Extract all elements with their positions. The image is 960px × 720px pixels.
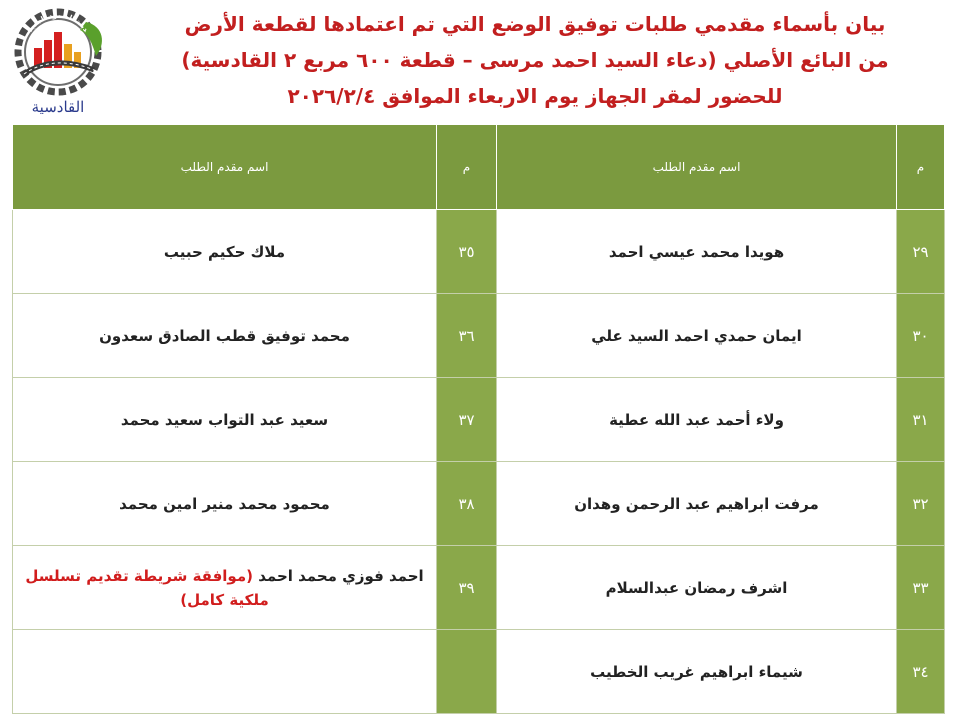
row-num: ٣٦ <box>437 294 497 378</box>
col-header-name-b: اسم مقدم الطلب <box>13 125 437 210</box>
row-num: ٣٣ <box>897 546 945 630</box>
approval-condition-note: (موافقة شريطة تقديم تسلسل ملكية كامل) <box>25 566 269 609</box>
row-num: ٣٥ <box>437 210 497 294</box>
applicant-name: سعيد عبد التواب سعيد محمد <box>13 378 437 462</box>
table-row <box>13 378 945 462</box>
col-header-num-b: م <box>437 125 497 210</box>
row-num: ٣٩ <box>437 546 497 630</box>
applicant-name: هويدا محمد عيسي احمد <box>497 210 897 294</box>
applicant-name: اشرف رمضان عبدالسلام <box>497 546 897 630</box>
col-header-num-a: م <box>897 125 945 210</box>
row-num: ٣١ <box>897 378 945 462</box>
applicant-name: مرفت ابراهيم عبد الرحمن وهدان <box>497 462 897 546</box>
row-num: ٣٨ <box>437 462 497 546</box>
row-num: ٣٧ <box>437 378 497 462</box>
table-row <box>13 546 945 630</box>
row-num-empty <box>437 630 497 714</box>
table-header-row <box>13 125 945 210</box>
header-line-3: للحضور لمقر الجهاز يوم الاربعاء الموافق ٢٠٢٦/٢/٤ <box>287 84 783 108</box>
applicant-name: ولاء أحمد عبد الله عطية <box>497 378 897 462</box>
applicant-name: ايمان حمدي احمد السيد علي <box>497 294 897 378</box>
applicants-table <box>12 124 945 714</box>
table-row <box>13 630 945 714</box>
row-num: ٢٩ <box>897 210 945 294</box>
table-row <box>13 462 945 546</box>
table-row <box>13 294 945 378</box>
applicant-name: ملاك حكيم حبيب <box>13 210 437 294</box>
logo-caption: القادسية <box>31 98 85 116</box>
document-header <box>120 6 950 114</box>
logo-arc-text: دينة الصمود الجديد <box>25 11 90 34</box>
row-num: ٣٤ <box>897 630 945 714</box>
col-header-name-a: اسم مقدم الطلب <box>497 125 897 210</box>
applicant-name: محمد توفيق قطب الصادق سعدون <box>13 294 437 378</box>
applicant-name: احمد فوزي محمد احمد <box>258 566 424 585</box>
header-line-2: من البائع الأصلي (دعاء السيد احمد مرسى – قطعة ٦٠٠ مربع ٢ القادسية) <box>181 48 889 72</box>
applicant-name: محمود محمد منير امين محمد <box>13 462 437 546</box>
applicant-name-empty <box>13 630 437 714</box>
applicant-name: شيماء ابراهيم غريب الخطيب <box>497 630 897 714</box>
qadisiya-logo <box>8 4 108 120</box>
applicant-name-with-note <box>13 546 437 630</box>
table-row <box>13 210 945 294</box>
header-line-1: بيان بأسماء مقدمي طلبات توفيق الوضع التي تم اعتمادها لقطعة الأرض <box>184 12 886 36</box>
row-num: ٣٢ <box>897 462 945 546</box>
logo-emblem-icon <box>8 4 108 100</box>
row-num: ٣٠ <box>897 294 945 378</box>
